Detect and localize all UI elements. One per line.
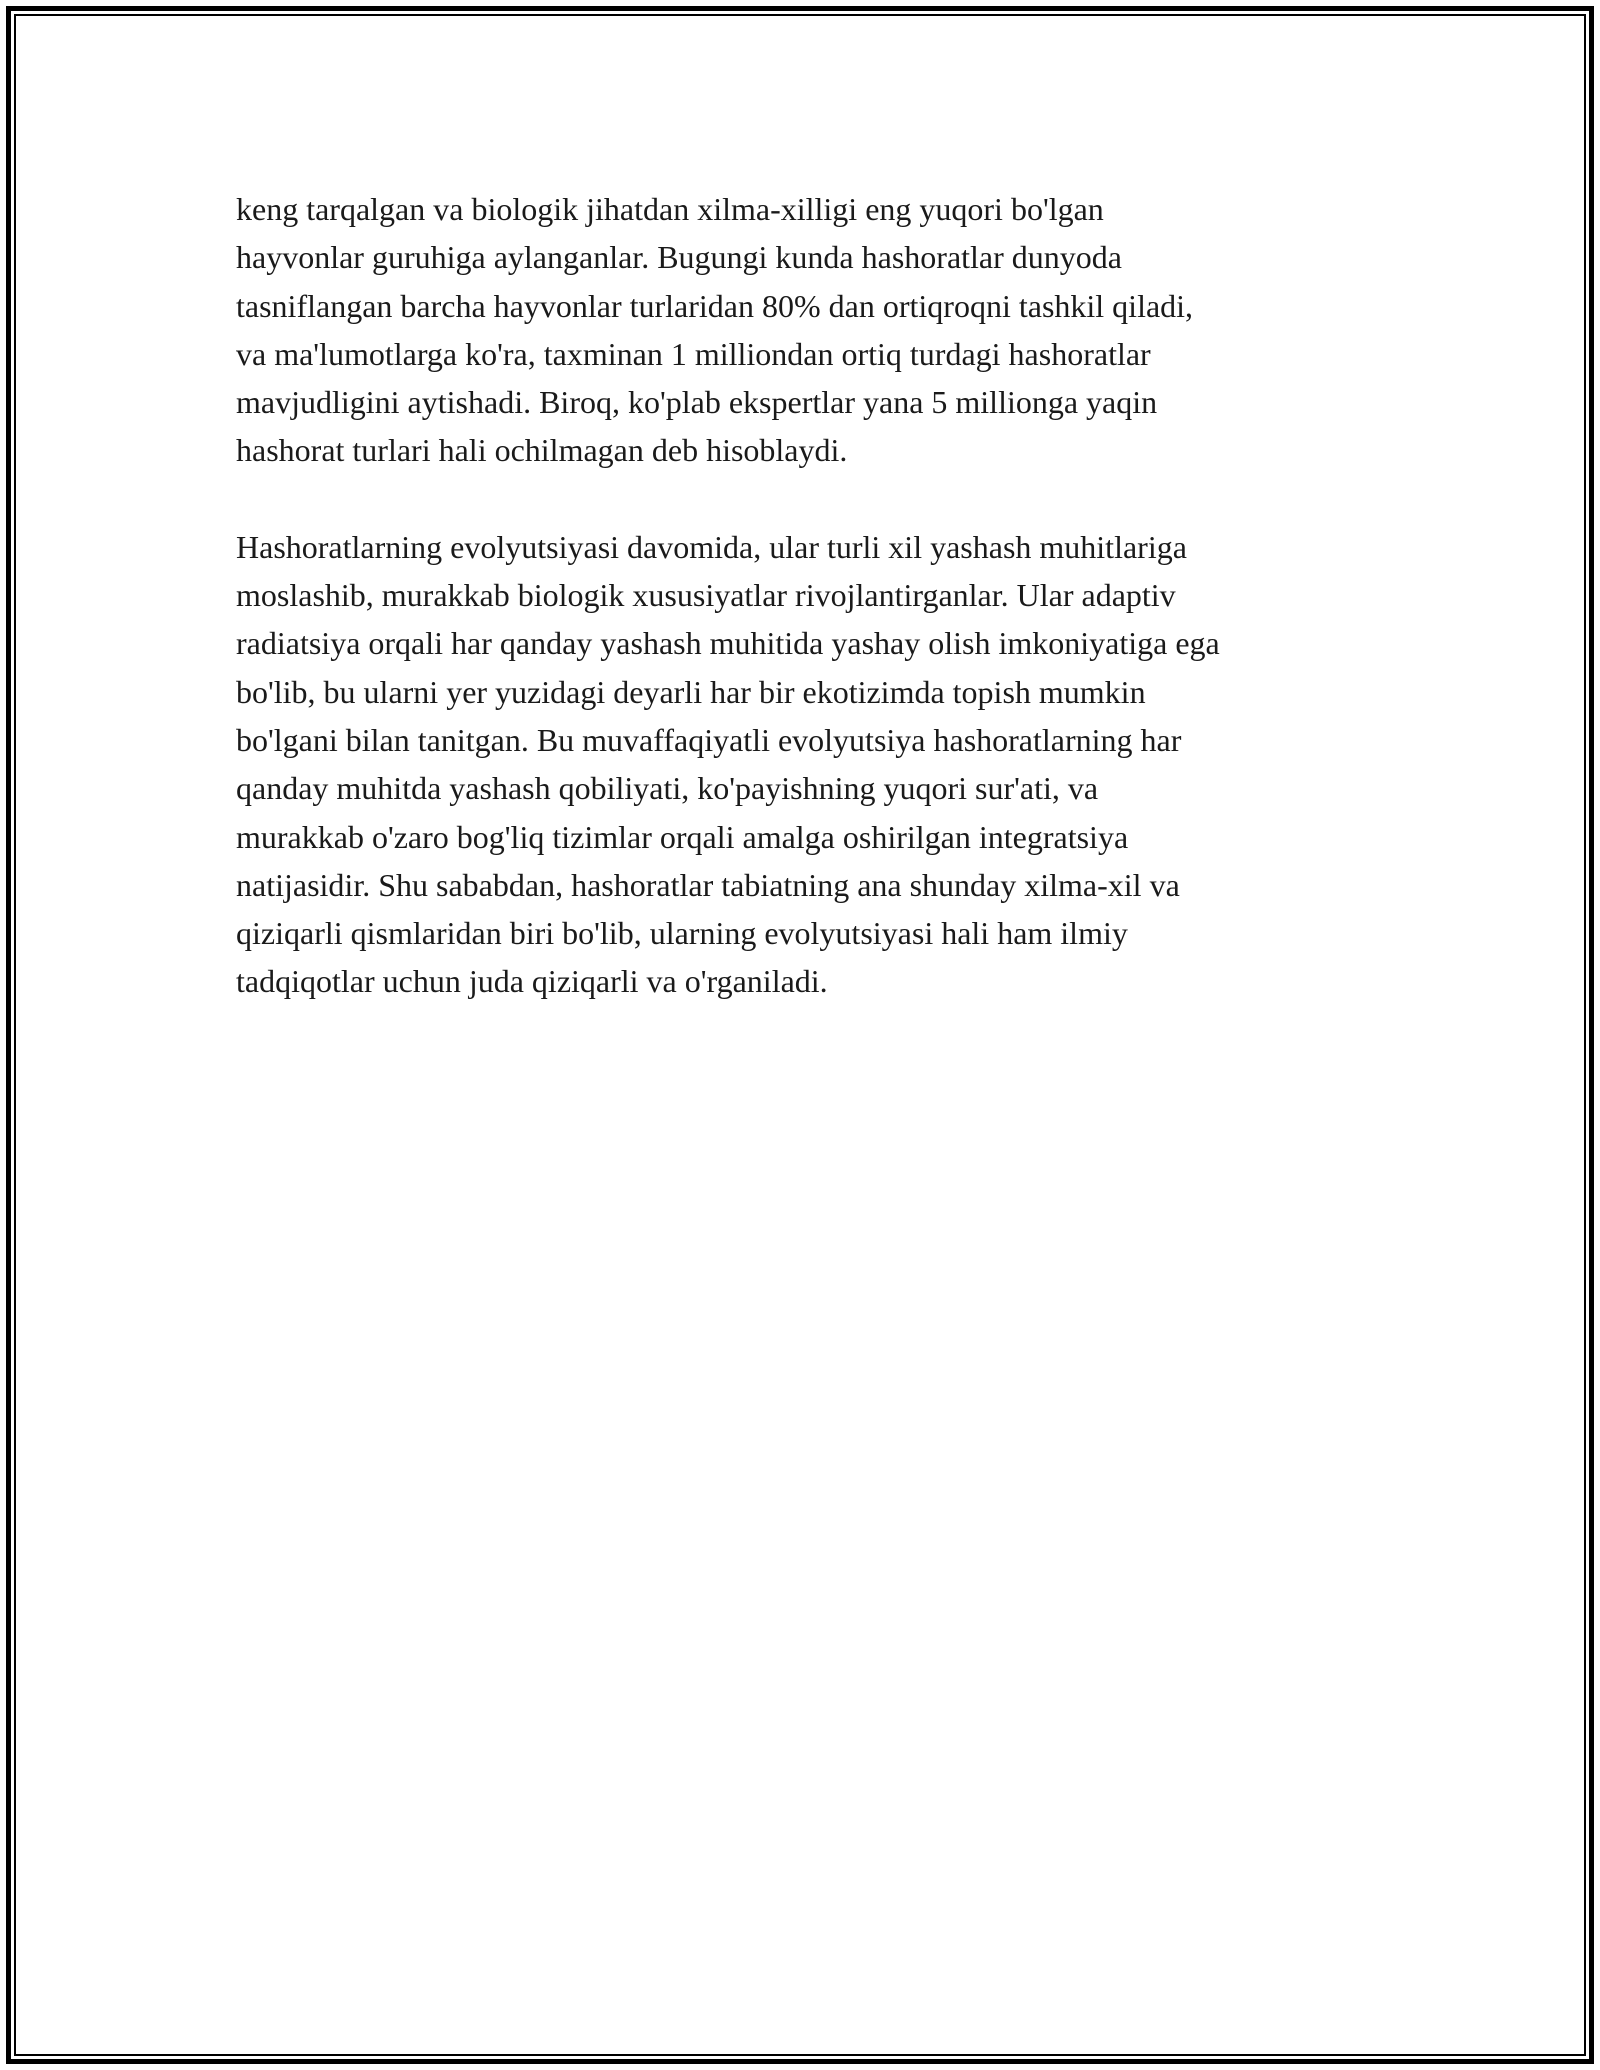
- paragraph-1: keng tarqalgan va biologik jihatdan xilma-xilligi eng yuqori bo'lgan hayvonlar guruhiga aylanganlar. Bugungi kunda hashoratlar dunyoda tasniflangan barcha hayvonlar turlaridan 80% dan ortiqroqni tashkil qiladi, va ma'lumotlarga ko'ra, taxminan 1 milliondan ortiq turdagi hashoratlar mavjudligini aytishadi. Biroq, ko'plab ekspertlar yana 5 millionga yaqin hashorat turlari hali ochilmagan deb hisoblaydi.: [236, 191, 1194, 469]
- paragraph-2: Hashoratlarning evolyutsiyasi davomida, ular turli xil yashash muhitlariga moslashib, murakkab biologik xususiyatlar rivojlantirganlar. Ular adaptiv radiatsiya orqali har qanday yashash muhitida yashay olish imkoniyatiga ega bo'lib, bu ularni yer yuzidagi deyarli har bir ekotizimda topish mumkin bo'lgani bilan tanitgan. Bu muvaffaqiyatli evolyutsiya hashoratlarning har qanday muhitda yashash qobiliyati, ko'payishning yuqori sur'ati, va murakkab o'zaro bog'liq tizimlar orqali amalga oshirilgan integratsiya natijasidir. Shu sababdan, hashoratlar tabiatning ana shunday xilma-xil va qiziqarli qismlaridan biri bo'lib, ularning evolyutsiyasi hali ham ilmiy tadqiqotlar uchun juda qiziqarli va o'rganiladi.: [236, 528, 1220, 1000]
- document-body: [236, 185, 1386, 1054]
